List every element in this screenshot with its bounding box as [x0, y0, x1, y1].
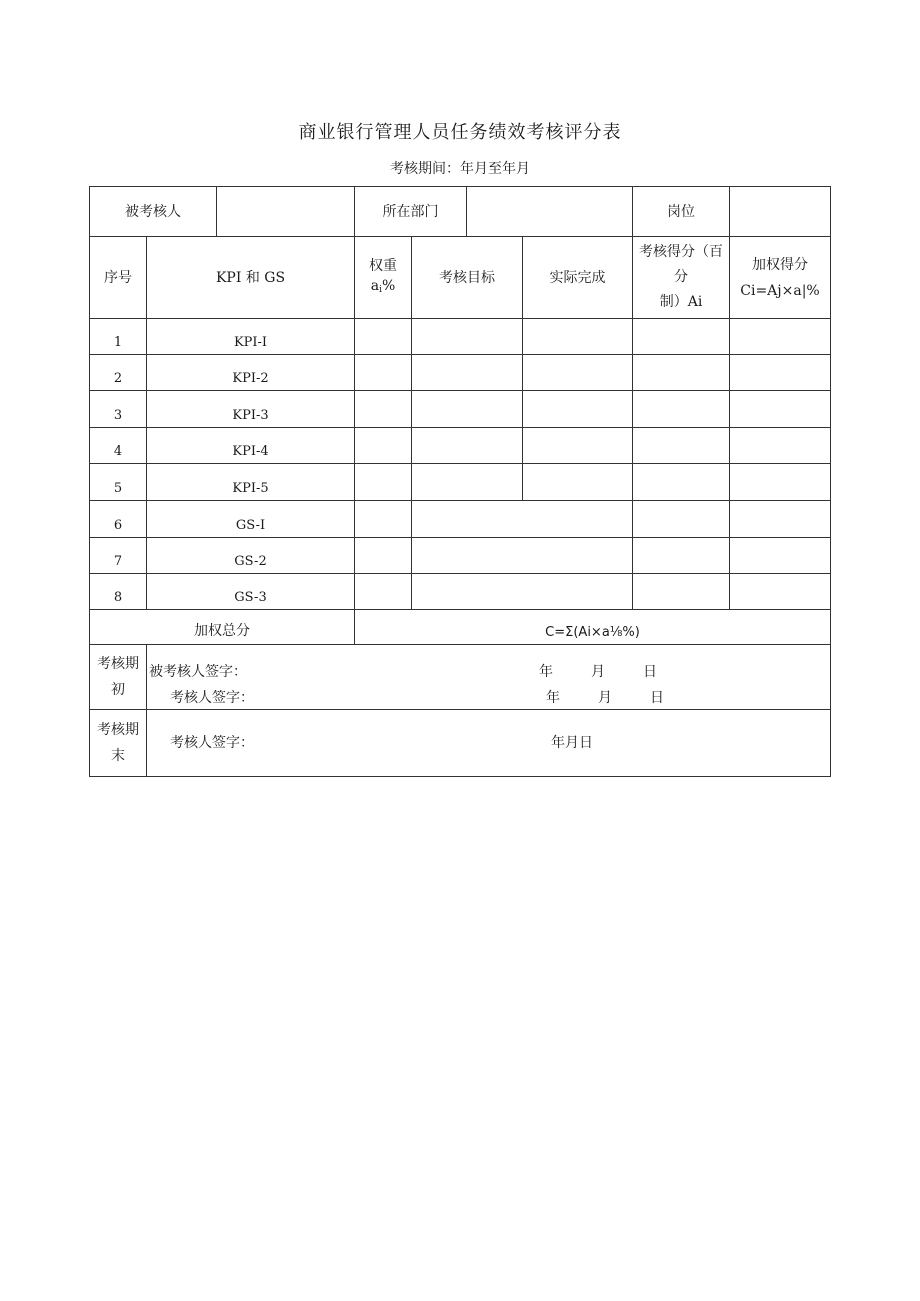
row-item: GS-2 — [146, 537, 355, 574]
start-year-2: 年 — [546, 690, 560, 706]
page-title: 商业银行管理人员任务绩效考核评分表 — [298, 122, 622, 143]
header-seq: 序号 — [89, 236, 147, 319]
score-cell[interactable] — [632, 463, 730, 501]
score-cell[interactable] — [632, 390, 730, 428]
actual-cell[interactable] — [522, 390, 633, 428]
header-score-line1: 考核得分（百 — [639, 244, 723, 260]
score-cell[interactable] — [632, 318, 730, 355]
weighted-score-cell[interactable] — [729, 500, 831, 538]
weight-cell[interactable] — [354, 390, 412, 428]
row-seq: 6 — [89, 500, 147, 538]
weighted-score-cell[interactable] — [729, 318, 831, 355]
score-cell[interactable] — [632, 500, 730, 538]
position-field[interactable] — [729, 186, 831, 237]
target-actual-cell[interactable] — [411, 500, 633, 538]
score-cell[interactable] — [632, 537, 730, 574]
evaluatee-sign-label: 被考核人签字： — [149, 664, 247, 680]
header-kpi-gs: KPI 和 GS — [146, 236, 355, 319]
row-item: KPI-I — [146, 318, 355, 355]
score-cell[interactable] — [632, 427, 730, 464]
target-actual-cell[interactable] — [411, 573, 633, 610]
start-year-1: 年 — [539, 664, 553, 680]
evaluator-sign-label: 考核人签字： — [170, 690, 254, 706]
end-date: 年月日 — [551, 735, 593, 751]
total-label: 加权总分 — [89, 609, 355, 645]
target-cell[interactable] — [411, 390, 523, 428]
actual-cell[interactable] — [522, 318, 633, 355]
header-target: 考核目标 — [411, 236, 523, 319]
weighted-score-cell[interactable] — [729, 463, 831, 501]
row-seq: 2 — [89, 354, 147, 391]
row-item: KPI-2 — [146, 354, 355, 391]
header-weighted-line2: Ci=Aj×a|% — [740, 282, 820, 299]
weighted-score-cell[interactable] — [729, 537, 831, 574]
score-cell[interactable] — [632, 354, 730, 391]
target-cell[interactable] — [411, 318, 523, 355]
row-seq: 8 — [89, 573, 147, 610]
start-month-2: 月 — [598, 690, 612, 706]
row-item: GS-I — [146, 500, 355, 538]
row-item: KPI-4 — [146, 427, 355, 464]
header-weight-line2: $a_i\%$ — [370, 277, 396, 295]
row-seq: 7 — [89, 537, 147, 574]
evaluatee-label: 被考核人 — [89, 186, 217, 237]
target-actual-cell[interactable] — [411, 537, 633, 574]
actual-cell[interactable] — [522, 463, 633, 501]
header-actual: 实际完成 — [522, 236, 633, 319]
row-seq: 4 — [89, 427, 147, 464]
period-start-label: 考核期初 — [89, 644, 147, 710]
score-cell[interactable] — [632, 573, 730, 610]
target-cell[interactable] — [411, 427, 523, 464]
start-month-1: 月 — [591, 664, 605, 680]
row-item: KPI-5 — [146, 463, 355, 501]
header-score-line2: 分 — [674, 269, 688, 285]
weight-cell[interactable] — [354, 537, 412, 574]
weighted-score-cell[interactable] — [729, 354, 831, 391]
weight-cell[interactable] — [354, 500, 412, 538]
assessment-period: 考核期间：年月至年月 — [390, 161, 530, 177]
weight-cell[interactable] — [354, 573, 412, 610]
row-seq: 3 — [89, 390, 147, 428]
header-weight-line1: 权重 — [369, 257, 397, 274]
target-cell[interactable] — [411, 354, 523, 391]
department-field[interactable] — [466, 186, 633, 237]
weight-cell[interactable] — [354, 427, 412, 464]
weight-cell[interactable] — [354, 354, 412, 391]
actual-cell[interactable] — [522, 427, 633, 464]
position-label: 岗位 — [632, 186, 730, 237]
weighted-score-cell[interactable] — [729, 427, 831, 464]
header-score — [632, 236, 730, 319]
end-evaluator-sign-label: 考核人签字： — [170, 735, 254, 751]
header-weighted-score — [729, 236, 831, 319]
weight-cell[interactable] — [354, 463, 412, 501]
row-item: KPI-3 — [146, 390, 355, 428]
weighted-score-cell[interactable] — [729, 573, 831, 610]
target-cell[interactable] — [411, 463, 523, 501]
start-day-1: 日 — [643, 664, 657, 680]
header-weight — [354, 236, 412, 319]
evaluatee-field[interactable] — [216, 186, 355, 237]
weighted-score-cell[interactable] — [729, 390, 831, 428]
department-label: 所在部门 — [354, 186, 467, 237]
row-item: GS-3 — [146, 573, 355, 610]
header-weighted-line1: 加权得分 — [752, 256, 808, 273]
start-day-2: 日 — [650, 690, 664, 706]
total-formula: C=Σ(Ai×a⅛%) — [354, 609, 831, 645]
row-seq: 5 — [89, 463, 147, 501]
actual-cell[interactable] — [522, 354, 633, 391]
weight-cell[interactable] — [354, 318, 412, 355]
row-seq: 1 — [89, 318, 147, 355]
header-score-line3: 制）Ai — [659, 294, 703, 310]
period-end-label: 考核期末 — [89, 709, 147, 777]
